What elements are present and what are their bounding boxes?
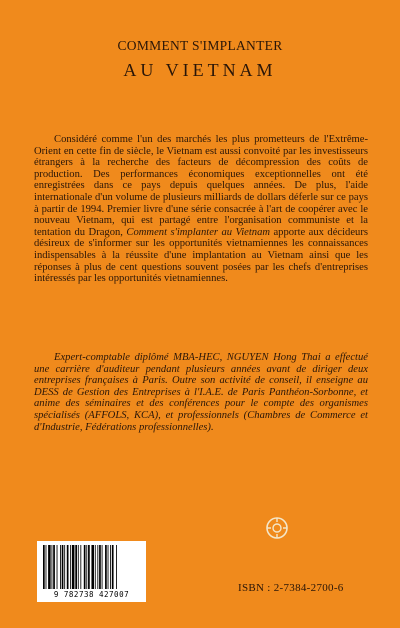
barcode-bar: [80, 545, 81, 589]
barcode-bar: [67, 545, 69, 589]
publisher-logo-icon: [265, 516, 289, 540]
barcode-bar: [57, 545, 58, 589]
book-title-line1: COMMENT S'IMPLANTER: [117, 38, 283, 53]
book-title-line2: AU VIETNAM: [123, 60, 277, 80]
description-book-title: Comment s'implanter au Vietnam: [126, 226, 271, 238]
barcode-bar: [95, 545, 96, 589]
barcode-bar: [97, 545, 98, 589]
barcode-bar: [86, 545, 87, 589]
barcode-number: 9 782738 427007: [53, 590, 130, 599]
barcode-bar: [88, 545, 90, 589]
barcode-bar: [102, 545, 103, 589]
isbn-number: ISBN : 2-7384-2700-6: [238, 582, 344, 594]
barcode-bar: [110, 545, 111, 589]
barcode-bar: [105, 545, 107, 589]
barcode-bar: [52, 545, 53, 589]
barcode-bar: [75, 545, 77, 589]
author-bio: Expert-comptable diplômé MBA-HEC, NGUYEN Hong Thai a effectué une carrière d'auditeur pendant plusieurs années avant de diriger deux entreprises françaises à Paris. Outre son activité de conseil, il enseigne au DESS de Gestion des Entreprises à l'I.A.E. de Paris Panthéon-Sorbonne, et anime des séminaires et des conférences pour le compte des organismes spécialisés (AFFOLS, KCA), et professionnels (Chambres de Commerce et d'Industrie, Fédérations professionnelles).: [34, 352, 368, 433]
barcode-bar: [62, 545, 64, 589]
barcode-bar: [60, 545, 61, 589]
description-part2: apporte aux décideurs désireux de s'informer sur les opportunités vietnamiennes les connaissances indispensables à la réussite d'une implantation au Vietnam ainsi que les réponses à plus de cent questions souvent posées par les chefs d'entreprises intéressés par les opportunités vietnamiennes.: [34, 226, 368, 285]
book-description: [34, 134, 368, 285]
barcode-bar: [91, 545, 94, 589]
barcode-bars: [43, 545, 140, 589]
barcode-bar: [112, 545, 114, 589]
barcode-bar: [46, 545, 47, 589]
barcode-bar: [116, 545, 117, 589]
barcode-bar: [99, 545, 101, 589]
barcode-bar: [84, 545, 86, 589]
barcode: [37, 541, 146, 602]
description-part1: Considéré comme l'un des marchés les plus prometteurs de l'Extrême-Orient en cette fin de siècle, le Vietnam est aussi convoité par les investisseurs étrangers à la recherche des facteurs de décompression des coûts de production. Des performances économiques exceptionnelles ont été enregistrées dans ce pays depuis quelques années. De plus, l'aide internationale d'un volume de plusieurs milliards de dollars déferle sur ce pays à partir de 1994. Premier livre d'une série consacrée à l'art de coopérer avec le nouveau Vietnam, qui est partagé entre l'organisation communiste et la tentation du Dragon,: [34, 134, 368, 238]
barcode-bar: [48, 545, 51, 589]
barcode-bar: [64, 545, 65, 589]
barcode-bar: [108, 545, 109, 589]
barcode-bar: [43, 545, 45, 589]
barcode-bar: [78, 545, 79, 589]
barcode-bar: [53, 545, 55, 589]
barcode-bar: [72, 545, 75, 589]
barcode-bar: [70, 545, 71, 589]
